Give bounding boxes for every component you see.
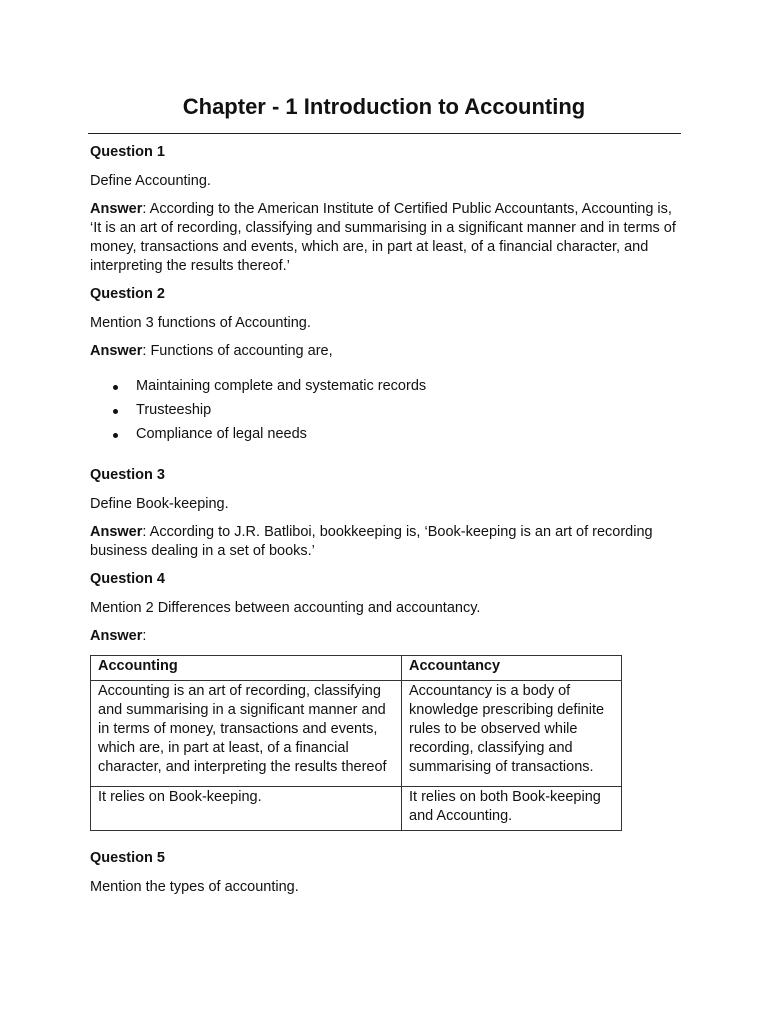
answer-text: : According to the American Institute of Certified Public Accountants, Accounting is, ‘It is an art of recording, classifying and summarising in a significant manner and in terms of money, transactions and events, which are, in part at least, of a financial character, and interpreting the results thereof.’ — [90, 201, 676, 274]
question-5-heading: Question 5 — [90, 850, 165, 866]
bullet-icon — [113, 385, 118, 390]
list-item: Trusteeship — [113, 401, 680, 425]
question-1-heading: Question 1 — [90, 144, 165, 160]
table-header-cell: Accounting — [91, 656, 402, 681]
answer-label: Answer — [90, 628, 143, 644]
title-divider — [88, 133, 681, 134]
table-cell: Accountancy is a body of knowledge prescribing definite rules to be observed while recording, classifying and summarising of transactions. — [402, 681, 622, 787]
table-row — [91, 681, 622, 787]
question-1-answer — [90, 200, 680, 276]
bullet-icon — [113, 433, 118, 438]
table-cell: Accounting is an art of recording, classifying and summarising in a significant manner and in terms of money, transactions and events, which are, in part at least, of a financial character, and interpreting the results thereof — [91, 681, 402, 787]
question-4-answer — [90, 627, 680, 646]
answer-text: : Functions of accounting are, — [142, 343, 333, 359]
question-4-heading: Question 4 — [90, 571, 165, 587]
question-3-answer — [90, 523, 680, 561]
table-cell: It relies on both Book-keeping and Accounting. — [402, 787, 622, 831]
table-row — [91, 787, 622, 831]
question-2-answer — [90, 342, 680, 361]
question-2-heading: Question 2 — [90, 286, 165, 302]
list-item: Maintaining complete and systematic records — [113, 377, 680, 401]
question-3-heading: Question 3 — [90, 467, 165, 483]
page-title: Chapter - 1 Introduction to Accounting — [182, 94, 586, 119]
question-3-text: Define Book-keeping. — [90, 496, 229, 512]
document-body — [90, 143, 680, 897]
table-cell: It relies on Book-keeping. — [91, 787, 402, 831]
functions-list — [90, 377, 680, 449]
answer-text: : According to J.R. Batliboi, bookkeeping is, ‘Book-keeping is an art of recording business dealing in a set of books.’ — [90, 524, 653, 559]
bullet-icon — [113, 409, 118, 414]
answer-label: Answer — [90, 201, 143, 217]
answer-label: Answer — [90, 524, 143, 540]
differences-table — [90, 655, 622, 831]
table-header-row — [91, 656, 622, 681]
table-header-cell: Accountancy — [402, 656, 622, 681]
question-5-text: Mention the types of accounting. — [90, 879, 299, 895]
question-2-text: Mention 3 functions of Accounting. — [90, 315, 311, 331]
question-4-text: Mention 2 Differences between accounting and accountancy. — [90, 600, 481, 616]
question-1-text: Define Accounting. — [90, 173, 211, 189]
answer-text: : — [142, 628, 147, 644]
list-item: Compliance of legal needs — [113, 425, 680, 449]
answer-label: Answer — [90, 343, 143, 359]
